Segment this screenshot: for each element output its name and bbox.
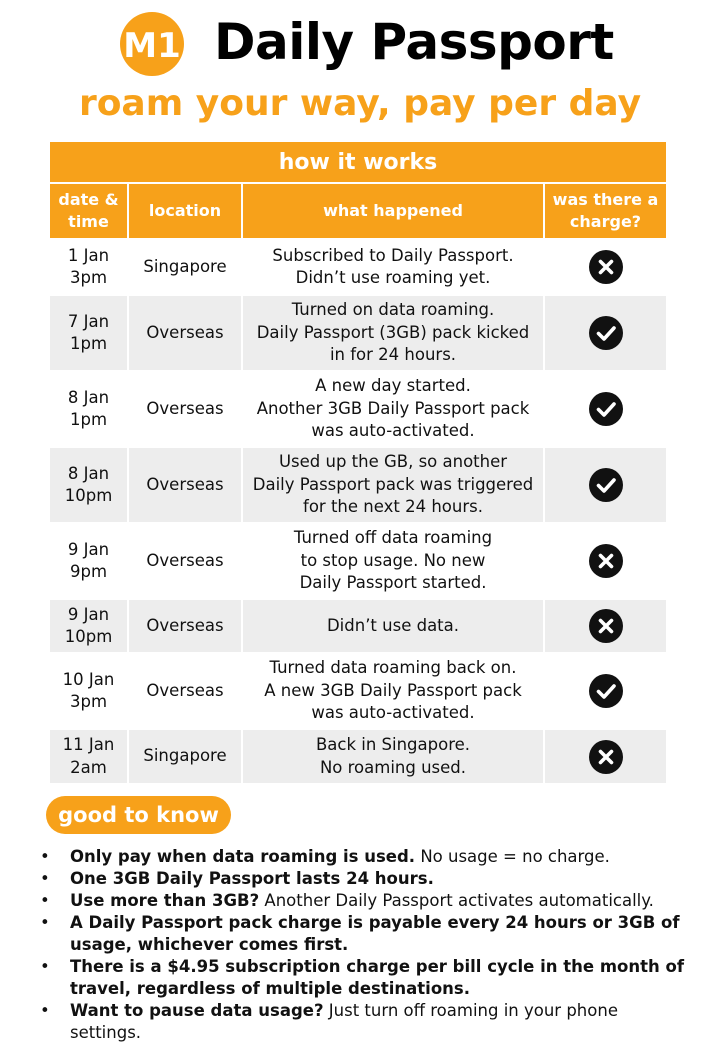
- cell-date: [50, 729, 128, 783]
- cross-icon: [589, 544, 623, 578]
- cell-charge: [544, 239, 666, 295]
- table-row: [50, 239, 666, 295]
- cell-what-happened: [242, 239, 544, 295]
- page-subtitle: roam your way, pay per day: [78, 83, 642, 124]
- date-line: 10pm: [64, 627, 113, 646]
- cell-charge: [544, 729, 666, 783]
- cell-date: [50, 239, 128, 295]
- cell-location: Overseas: [128, 371, 242, 447]
- cell-what-happened: [242, 653, 544, 729]
- cross-icon: [589, 250, 623, 284]
- description-line: was auto-activated.: [311, 421, 475, 441]
- bullet-icon: •: [40, 891, 50, 910]
- m1-logo: [120, 12, 184, 76]
- cell-date: [50, 653, 128, 729]
- table-caption: how it works: [50, 142, 666, 183]
- bullet-icon: •: [40, 847, 50, 866]
- date-line: 8 Jan: [67, 463, 110, 483]
- date-line: 1pm: [69, 334, 108, 353]
- date-line: 9 Jan: [67, 604, 110, 624]
- table-row: [50, 599, 666, 653]
- column-header-date: date & time: [50, 183, 128, 239]
- description-line: Back in Singapore.: [315, 735, 471, 754]
- cell-location: Overseas: [128, 447, 242, 523]
- description-line: Used up the GB, so another: [278, 452, 508, 472]
- cross-icon: [589, 609, 623, 643]
- bullet-icon: •: [40, 957, 50, 976]
- description-line: in for 24 hours.: [329, 345, 457, 365]
- description-line: A new day started.: [315, 376, 471, 396]
- table-row: [50, 653, 666, 729]
- date-line: 1 Jan: [67, 245, 110, 265]
- description-line: to stop usage. No new: [300, 550, 486, 570]
- cell-charge: [544, 371, 666, 447]
- description-line: Daily Passport pack was triggered: [252, 474, 534, 494]
- note-text: No usage = no charge.: [415, 847, 610, 866]
- description-line: A new 3GB Daily Passport pack: [264, 680, 522, 700]
- date-line: 2am: [70, 757, 107, 777]
- cell-charge: [544, 653, 666, 729]
- cell-what-happened: [242, 599, 544, 653]
- cell-what-happened: [242, 523, 544, 599]
- cell-location: Singapore: [128, 729, 242, 783]
- logo-text: M1: [123, 26, 181, 66]
- cell-what-happened: [242, 729, 544, 783]
- cell-location: Overseas: [128, 599, 242, 653]
- column-header-charge: was there a charge?: [544, 183, 666, 239]
- cell-date: [50, 295, 128, 371]
- table-row: [50, 523, 666, 599]
- bullet-icon: •: [40, 913, 50, 932]
- list-item: [40, 912, 690, 956]
- description-line: Daily Passport (3GB) pack kicked: [256, 322, 530, 342]
- page-title: Daily Passport: [214, 13, 614, 71]
- table-row: [50, 295, 666, 371]
- cell-charge: [544, 523, 666, 599]
- how-it-works-table: [50, 142, 666, 783]
- list-item: [40, 868, 690, 890]
- description-line: Subscribed to Daily Passport.: [272, 245, 514, 265]
- date-line: 9 Jan: [67, 539, 110, 559]
- note-bold-text: A Daily Passport pack charge is payable every 24 hours or 3GB of usage, whichever comes first.: [70, 913, 680, 954]
- note-bold-text: Want to pause data usage?: [70, 1001, 324, 1020]
- description-line: Turned on data roaming.: [291, 300, 495, 320]
- date-line: 3pm: [69, 692, 108, 711]
- list-item: [40, 890, 690, 912]
- bullet-icon: •: [40, 1001, 50, 1020]
- date-line: 9pm: [69, 562, 108, 581]
- cross-icon: [589, 740, 623, 774]
- column-header-location: location: [128, 183, 242, 239]
- note-bold-text: One 3GB Daily Passport lasts 24 hours.: [70, 869, 434, 888]
- good-to-know-pill: good to know: [46, 796, 231, 834]
- table-row: [50, 371, 666, 447]
- check-icon: [589, 674, 623, 708]
- cell-what-happened: [242, 295, 544, 371]
- note-bold-text: There is a $4.95 subscription charge per bill cycle in the month of travel, regardless of multiple destinations.: [70, 957, 684, 998]
- description-line: for the next 24 hours.: [303, 497, 483, 517]
- table-row: [50, 729, 666, 783]
- list-item: [40, 1000, 690, 1044]
- date-line: 10 Jan: [62, 669, 115, 689]
- date-line: 7 Jan: [67, 311, 110, 331]
- description-line: No roaming used.: [319, 757, 467, 777]
- cell-charge: [544, 295, 666, 371]
- check-icon: [589, 468, 623, 502]
- list-item: [40, 846, 690, 868]
- cell-date: [50, 447, 128, 523]
- description-line: Another 3GB Daily Passport pack: [256, 398, 530, 418]
- cell-what-happened: [242, 447, 544, 523]
- cell-location: Overseas: [128, 523, 242, 599]
- cell-charge: [544, 447, 666, 523]
- note-text: Another Daily Passport activates automatically.: [259, 891, 654, 910]
- note-bold-text: Only pay when data roaming is used.: [70, 847, 416, 866]
- description-line: Turned off data roaming: [293, 528, 493, 548]
- table-body: [50, 239, 666, 783]
- date-line: 1pm: [69, 410, 108, 429]
- note-bold-text: Use more than 3GB?: [70, 891, 260, 910]
- cell-charge: [544, 599, 666, 653]
- cell-what-happened: [242, 371, 544, 447]
- good-to-know-list: [40, 846, 690, 1044]
- description-line: Turned data roaming back on.: [269, 658, 517, 678]
- table-row: [50, 447, 666, 523]
- cell-location: Overseas: [128, 653, 242, 729]
- check-icon: [589, 316, 623, 350]
- date-line: 8 Jan: [67, 387, 110, 407]
- check-icon: [589, 392, 623, 426]
- date-line: 3pm: [69, 268, 108, 287]
- note-text: Just turn off roaming in your phone settings.: [70, 1001, 618, 1042]
- cell-date: [50, 599, 128, 653]
- description-line: was auto-activated.: [311, 703, 475, 723]
- list-item: [40, 956, 690, 1000]
- date-line: 10pm: [64, 486, 113, 505]
- cell-date: [50, 371, 128, 447]
- bullet-icon: •: [40, 869, 50, 888]
- column-header-what-happened: what happened: [242, 183, 544, 239]
- date-line: 11 Jan: [62, 735, 115, 754]
- description-line: Didn’t use roaming yet.: [295, 268, 491, 287]
- description-line: Daily Passport started.: [299, 573, 487, 593]
- cell-location: Singapore: [128, 239, 242, 295]
- description-line: Didn’t use data.: [326, 615, 460, 635]
- cell-date: [50, 523, 128, 599]
- m1-logo-mark: [120, 12, 184, 76]
- cell-location: Overseas: [128, 295, 242, 371]
